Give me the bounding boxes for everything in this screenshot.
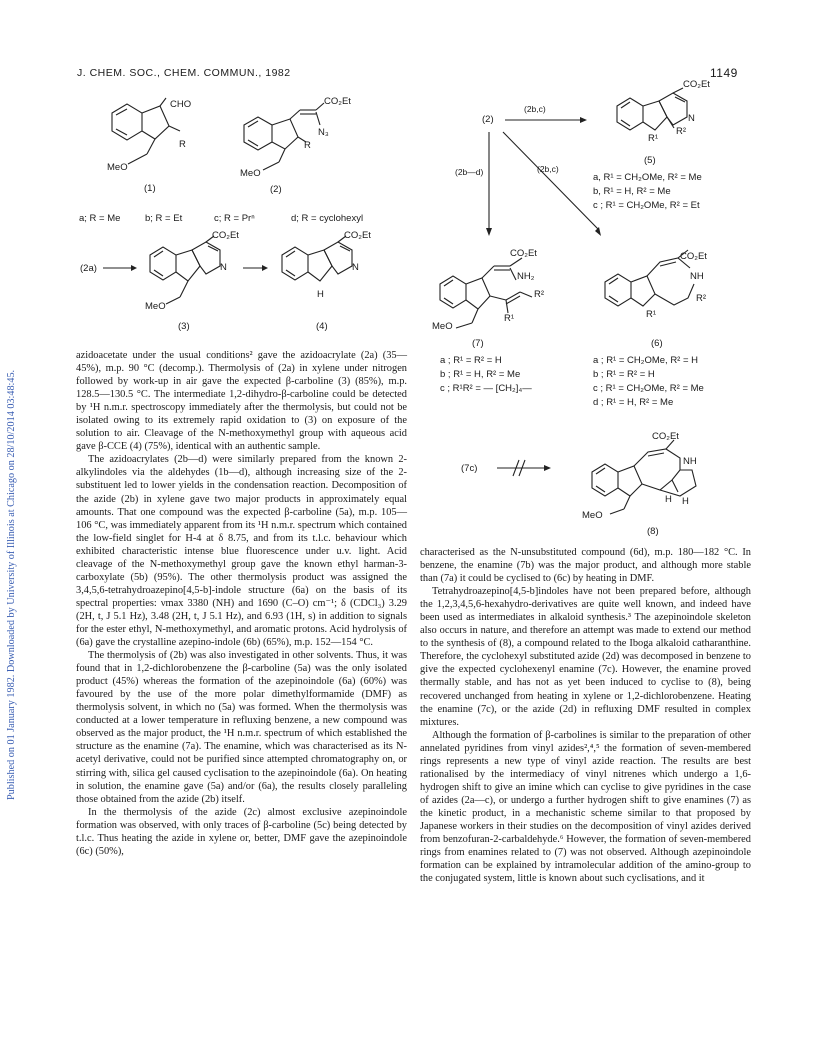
s5-list-a: a, R¹ = CH₂OMe, R² = Me	[593, 172, 702, 183]
s2-co2et: CO₂Et	[324, 96, 351, 107]
r-list-a: a; R = Me	[79, 213, 121, 224]
structure-3	[150, 236, 220, 304]
s8-co2et: CO₂Et	[652, 431, 679, 442]
s8-number: (8)	[647, 526, 659, 537]
s6-list-a: a ; R¹ = CH₂OMe, R² = H	[593, 355, 699, 366]
r-list-d: d; R = cyclohexyl	[291, 213, 364, 224]
s7-meo: MeO	[432, 321, 453, 332]
left-paragraph-2: The azidoacrylates (2b—d) were similarly prepared from the known 2-alkylindoles via the aldehydes (1b—d), although increasing size of the 2-substituent led to lower yields in the condensation reaction. Decomposition of the azide (2b) in xylene gave two major products in approximately equal amounts. That one compound was the expected β-carboline (5a), m.p. 105—106 °C, was immediately apparent from its ¹H n.m.r. spectrum which contained the low-field singlet for H-4 at δ 8.75, and from its t.l.c. behaviour which exhibited characteristic intense blue fluorescence under u.v. light. Acid cleavage of the N-methoxymethyl group gave the known ethyl harman-3-carboxylate (5b) (95%). The other thermolysis product was assigned the 3,4,5,6-tetrahydroazepino[4,5-b]-indole structure (6a) on the basis of its spectral properties: νmax 3380 (NH) and 1690 (C–O) cm⁻¹; δ (CDCl₃) 3.29 (2H, t, J 5.1 Hz), 3.48 (2H, t, J 5.1 Hz), and 6.93 (1H, s) in addition to signals for the ester ethyl, N-methoxymethyl, and aromatic protons. Acid hydrolysis of (6a) gave the crystalline azepino-indole (6b) (65%), m.p. 152—154 °C.	[76, 454, 407, 649]
s1-meo: MeO	[107, 162, 128, 173]
s6-list-d: d ; R¹ = H, R² = Me	[593, 397, 674, 408]
s5-r2: R²	[676, 126, 687, 137]
left-column	[76, 349, 407, 858]
structure-8	[592, 440, 696, 514]
s8-from: (7c)	[461, 463, 478, 474]
s8-h2: H	[682, 496, 689, 507]
s1-r: R	[179, 139, 186, 150]
structure-5	[617, 88, 687, 130]
s2-n3: N₃	[318, 127, 329, 138]
r-list-c: c; R = Prⁿ	[214, 213, 255, 224]
scheme-start: (2)	[482, 114, 494, 125]
scheme-reagent-diag: (2b,c)	[537, 164, 559, 174]
s6-co2et: CO₂Et	[680, 251, 707, 262]
s3-meo: MeO	[145, 301, 166, 312]
left-paragraph-4: In the thermolysis of the azide (2c) almost exclusive azepinoindole formation was observed, with only traces of β-carboline (5c) being detected by t.l.c. Thus heating the azide in xylene or, better, DMF gave the azepinoindole (6c) (50%),	[76, 806, 407, 857]
structure-7	[440, 258, 535, 328]
s3-number: (3)	[178, 321, 190, 332]
journal-header: J. CHEM. SOC., CHEM. COMMUN., 1982	[77, 67, 291, 79]
structure-4	[282, 236, 352, 281]
s7-r1: R¹	[504, 313, 515, 324]
s6-r2: R²	[696, 293, 707, 304]
s5-list-b: b, R¹ = H, R² = Me	[593, 186, 671, 197]
right-paragraph-2: Tetrahydroazepino[4,5-b]indoles have not been prepared before, although the 1,2,3,4,5,6-hexahydro-derivatives are quite well known, and indeed have been used as intermediates in alkaloid synthesis.³ The azepinoindole skeleton also occurs in nature, and therefore an attempt was made to extend our method to the synthesis of (8), a compound related to the Iboga alkaloid catharanthine. Therefore, the cyclohexyl substituted azide (2d) was decomposed in benzene to give the expected cyclohexenyl enamine (7c). However, the enamine proved thermally stable, and has not as yet been induced to cyclise to (8), being recovered unchanged from heating in xylene or 1,2-dichlorobenzene. Heating the enamine (7c), or the azide (2d) in refluxing DMF resulted in complex mixtures.	[420, 586, 751, 728]
s7-nh2: NH₂	[517, 271, 535, 282]
right-paragraph-1: characterised as the N-unsubstituted compound (6d), m.p. 180—182 °C. In benzene, the enamine (7b) was the major product, and although more stable than (7a) it could be cyclised to (6c) by heating in DMF.	[420, 547, 751, 585]
s6-list-b: b ; R¹ = R² = H	[593, 369, 655, 380]
s7-r2: R²	[534, 289, 545, 300]
s8-nh: NH	[683, 456, 697, 467]
s7-list-b: b ; R¹ = H, R² = Me	[440, 369, 521, 380]
download-notice-text: Published on 01 January 1982. Downloaded by University of Illinois at Chicago on 28/10/2014 03:48:45.	[6, 369, 17, 800]
s2-number: (2)	[270, 184, 282, 195]
scheme-reagent-down: (2b—d)	[455, 167, 484, 177]
s4-co2et: CO₂Et	[344, 230, 371, 241]
left-paragraph-3: The thermolysis of (2b) was also investigated in other solvents. Thus, it was found that in 1,2-dichlorobenzene the β-carboline (5a) was the only isolated product (45%) whereas the formation of the azepinoindole (6a) (60%) was favoured by the use of the more polar dimethylformamide (DMF) as thermolysis solvent, in which no (5a) was formed. When the thermolysis was conducted at a lower temperature in refluxing benzene, a new compound was observed as the major product, the ¹H n.m.r. spectrum of which established the structure as the enamine (7a). The enamine, which was characterised as its N-acetyl derivative, could not be purified since attempted chromatography on, or stirring with, silica gel caused cyclisation to the azepinoindole (6a). On heating in solution, the enamine gave (5a) and/or (6a), the results closely paralleling those obtained from the azide (2b) itself.	[76, 650, 407, 805]
s2-meo: MeO	[240, 168, 261, 179]
s4-h: H	[317, 289, 324, 300]
page-number: 1149	[710, 66, 738, 80]
s7-list-c: c ; R¹R² = — [CH₂]₄—	[440, 383, 532, 394]
s4-number: (4)	[316, 321, 328, 332]
s7-co2et: CO₂Et	[510, 248, 537, 259]
s8-h1: H	[665, 494, 672, 505]
left-paragraph-1: azidoacetate under the usual conditions² gave the azidoacrylate (2a) (35—45%), m.p. 90 °C (decomp.). Thermolysis of (2a) in xylene under nitrogen followed by work-up in air gave the expected β-carboline (3) (85%), m.p. 128.5—130.5 °C. The intermediate 1,2-dihydro-β-carboline could be detected by ¹H n.m.r. spectroscopy immediately after the thermolysis, but could not be isolated owing to its extremely rapid oxidation to (3) on exposure of the solution to air. Cleavage of the N-methoxymethyl group with aqueous acid gave β-CCE (4) (75%), identical with an authentic sample.	[76, 350, 407, 453]
s7-list-a: a ; R¹ = R² = H	[440, 355, 502, 366]
s7-number: (7)	[472, 338, 484, 349]
s1-number: (1)	[144, 183, 156, 194]
s1-cho: CHO	[170, 99, 192, 110]
s2-r: R	[304, 140, 311, 151]
s5-list-c: c ; R¹ = CH₂OMe, R² = Et	[593, 200, 700, 211]
s6-r1: R¹	[646, 309, 657, 320]
s5-n: N	[688, 113, 695, 124]
s3-co2et: CO₂Et	[212, 230, 239, 241]
scheme-reagent-top: (2b,c)	[524, 104, 546, 114]
s5-number: (5)	[644, 155, 656, 166]
s6-number: (6)	[651, 338, 663, 349]
right-paragraph-3: Although the formation of β-carbolines is similar to the preparation of other annelated pyridines from vinyl azides²,⁴,⁵ the formation of seven-membered rings represents a new type of vinyl azide reaction. The results are best rationalised by the intermediacy of vinyl nitrenes which undergo a 1,6-hydrogen shift to give an imine which can cyclise to give pyridines in the case of azides (2a—c), or undergo a further hydrogen shift to give enamines (7) as the kinetic product, in a mechanistic scheme similar to that proposed by Japanese workers in their studies on the decomposition of vinyl azides derived from benzofuran-2-carbaldehyde.⁶ However, the formation of seven-membered rings from enamines related to (7) was not observed. Although azepinoindole formation can be explained by intramolecular addition of the amino-group to the conjugated system, little is known about such cyclisations, and it	[420, 729, 751, 885]
s6-list-c: c ; R¹ = CH₂OMe, R² = Me	[593, 383, 704, 394]
s6-nh: NH	[690, 271, 704, 282]
s5-co2et: CO₂Et	[683, 79, 710, 90]
s5-r1: R¹	[648, 133, 659, 144]
s4-n: N	[352, 262, 359, 273]
r-list-b: b; R = Et	[145, 213, 183, 224]
s3-n: N	[220, 262, 227, 273]
s8-meo: MeO	[582, 510, 603, 521]
structure-2	[244, 103, 324, 170]
s3-from: (2a)	[80, 263, 97, 274]
right-column	[420, 546, 751, 885]
